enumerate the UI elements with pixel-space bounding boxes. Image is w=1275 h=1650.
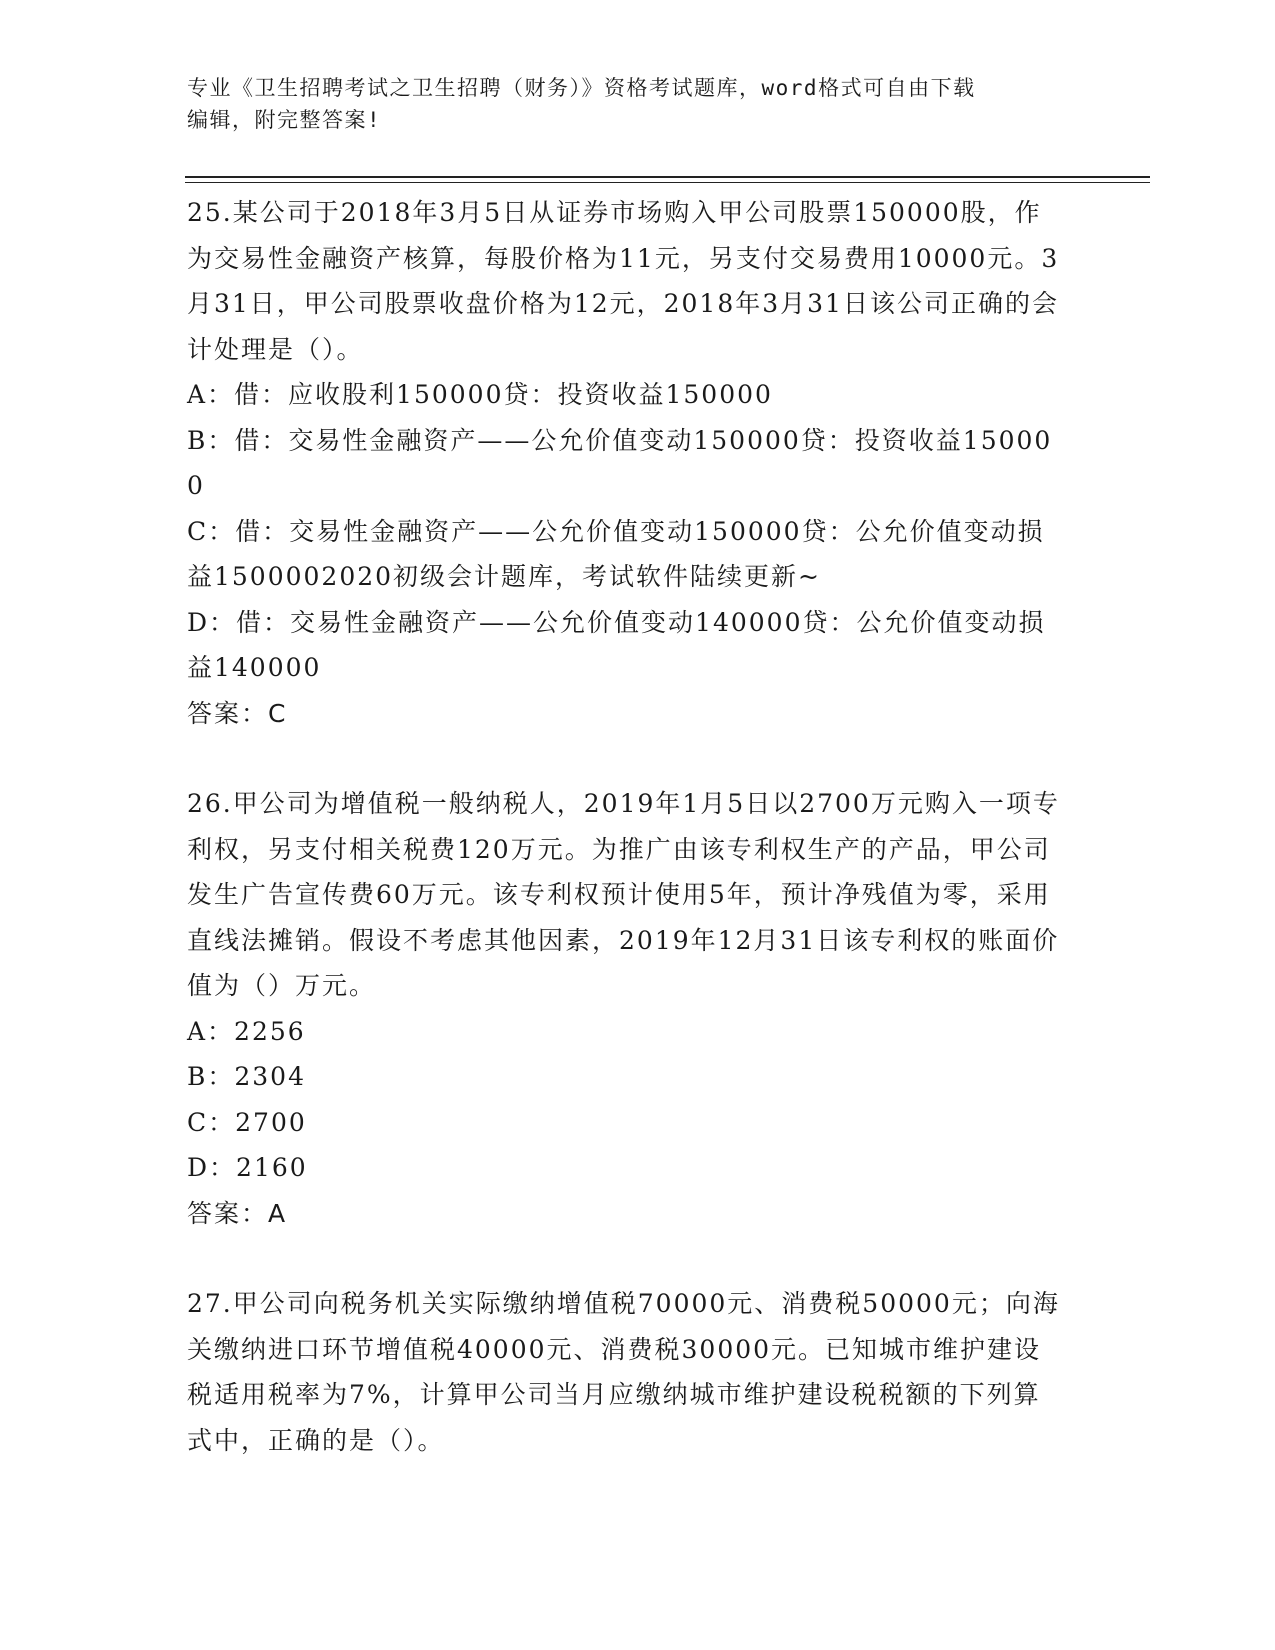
answer-line: 答案：C [187,698,288,728]
option-c: C：2700 [187,1107,307,1137]
answer-line: 答案：A [187,1198,288,1228]
document-header [187,72,1087,136]
option-a: A：2256 [187,1016,306,1046]
header-line-2: 编辑，附完整答案! [187,108,382,132]
option-b: B：2304 [187,1062,306,1091]
question-25 [187,190,1067,736]
question-26 [187,781,1067,1236]
header-line-1: 专业《卫生招聘考试之卫生招聘（财务）》资格考试题库，word格式可自由下载 [187,76,976,100]
question-stem: 26.甲公司为增值税一般纳税人，2019年1月5日以2700万元购入一项专利权，另支付相关税费120万元。为推广由该专利权生产的产品，甲公司发生广告宣传费60万元。该专利权预计使用5年，预计净残值为零，采用直线法摊销。假设不考虑其他因素，2019年12月31日该专利权的账面价值为（）万元。 [187,789,1060,1000]
option-d: D：借：交易性金融资产——公允价值变动140000贷：公允价值变动损益140000 [187,607,1046,682]
option-c: C：借：交易性金融资产——公允价值变动150000贷：公允价值变动损益1500002020初级会计题库，考试软件陆续更新~ [187,516,1045,591]
option-d: D：2160 [187,1153,308,1182]
question-27 [187,1281,1067,1463]
option-b: B：借：交易性金融资产——公允价值变动150000贷：投资收益150000 [187,425,1053,500]
header-divider-thin [185,182,1150,183]
header-divider-thick [185,176,1150,178]
question-list [187,190,1067,1508]
question-stem: 25.某公司于2018年3月5日从证券市场购入甲公司股票150000股，作为交易性金融资产核算，每股价格为11元，另支付交易费用10000元。3月31日，甲公司股票收盘价格为12元，2018年3月31日该公司正确的会计处理是（）。 [187,198,1060,364]
question-stem: 27.甲公司向税务机关实际缴纳增值税70000元、消费税50000元；向海关缴纳进口环节增值税40000元、消费税30000元。已知城市维护建设税适用税率为7%，计算甲公司当月应缴纳城市维护建设税税额的下列算式中，正确的是（）。 [187,1289,1060,1455]
option-a: A：借：应收股利150000贷：投资收益150000 [187,380,773,409]
